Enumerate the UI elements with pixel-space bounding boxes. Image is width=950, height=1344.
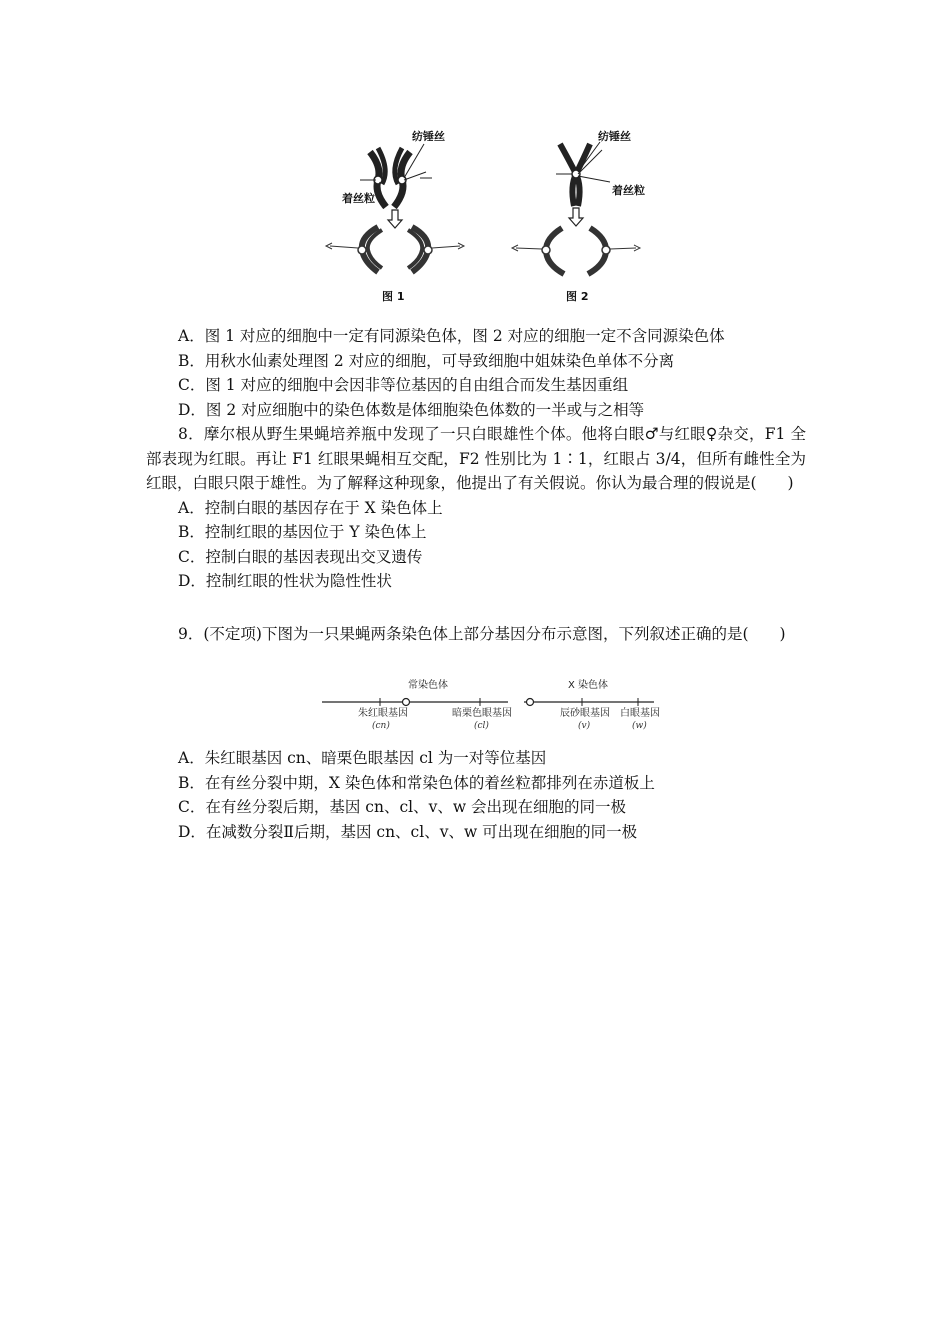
gene-symbol-w: (w) [632, 721, 647, 731]
figure2-bottom-chromosomes [512, 228, 640, 274]
figure2-top-chromosome [556, 142, 610, 206]
figure1-caption: 图 1 [382, 290, 405, 303]
figure2-caption: 图 2 [566, 290, 589, 303]
gene-label-v: 辰砂眼基因 [560, 708, 610, 719]
q8-option-c: C．控制白眼的基因表现出交叉遗传 [178, 547, 423, 566]
question9-stem-block [146, 622, 806, 647]
q8-stem: 8．摩尔根从野生果蝇培养瓶中发现了一只白眼雄性个体。他将白眼♂与红眼♀杂交，F1 全部表现为红眼。再让 F1 红眼果蝇相互交配，F2 性别比为 1∶1，红眼占 3/4，但所有雌性全为红眼，白眼只限于雄性。为了解释这种现象，他提出了有关假说。你认为最合理的假说是( ) [146, 425, 806, 492]
q9-option-c: C．在有丝分裂后期，基因 cn、cl、v、w 会出现在细胞的同一极 [178, 798, 627, 816]
gene-map-figure [318, 678, 668, 734]
figure1-spindle-label: 纺锤丝 [412, 130, 445, 143]
gene-map-svg [318, 678, 668, 734]
q7-option-a: A．图 1 对应的细胞中一定有同源染色体，图 2 对应的细胞一定不含同源染色体 [178, 327, 725, 345]
chromosome-figure-svg [320, 122, 660, 312]
q9-option-a: A．朱红眼基因 cn、暗栗色眼基因 cl 为一对等位基因 [178, 749, 547, 767]
figure2-down-arrow [569, 208, 583, 226]
q8-option-b: B．控制红眼的基因位于 Y 染色体上 [178, 523, 427, 541]
q7-option-b: B．用秋水仙素处理图 2 对应的细胞，可导致细胞中姐妹染色单体不分离 [178, 351, 675, 370]
q8-option-d: D．控制红眼的性状为隐性性状 [178, 572, 392, 590]
q9-option-b: B．在有丝分裂中期，X 染色体和常染色体的着丝粒都排列在赤道板上 [178, 773, 655, 792]
gene-label-cn: 朱红眼基因 [358, 708, 408, 719]
x-chromosome-title: X 染色体 [568, 680, 609, 691]
gene-symbol-v: (v) [578, 721, 591, 731]
figure2-centromere-label: 着丝粒 [612, 184, 645, 197]
q9-option-d: D．在减数分裂Ⅱ后期，基因 cn、cl、v、w 可出现在细胞的同一极 [178, 822, 638, 841]
chromosome-figure [320, 122, 660, 312]
gene-symbol-cn: (cn) [372, 721, 390, 731]
figure1-down-arrow [388, 210, 402, 228]
autosome-title: 常染色体 [408, 680, 448, 691]
q7-option-c: C．图 1 对应的细胞中会因非等位基因的自由组合而发生基因重组 [178, 376, 629, 394]
figure1-centromere-label: 着丝粒 [342, 192, 375, 205]
gene-label-w: 白眼基因 [620, 708, 660, 719]
q8-option-a: A．控制白眼的基因存在于 X 染色体上 [178, 498, 443, 517]
question7-options [146, 324, 806, 422]
q7-option-d: D．图 2 对应细胞中的染色体数是体细胞染色体数的一半或与之相等 [178, 400, 645, 419]
q9-stem: 9．(不定项)下图为一只果蝇两条染色体上部分基因分布示意图，下列叙述正确的是( ) [178, 625, 786, 643]
autosome-centromere [403, 699, 410, 706]
question8 [146, 422, 806, 594]
gene-label-cl: 暗栗色眼基因 [452, 708, 512, 719]
x-centromere [527, 699, 534, 706]
figure1-bottom-chromosomes [326, 227, 464, 272]
question9-options [146, 746, 806, 844]
gene-symbol-cl: (cl) [474, 721, 489, 731]
figure2-spindle-label: 纺锤丝 [598, 130, 631, 143]
